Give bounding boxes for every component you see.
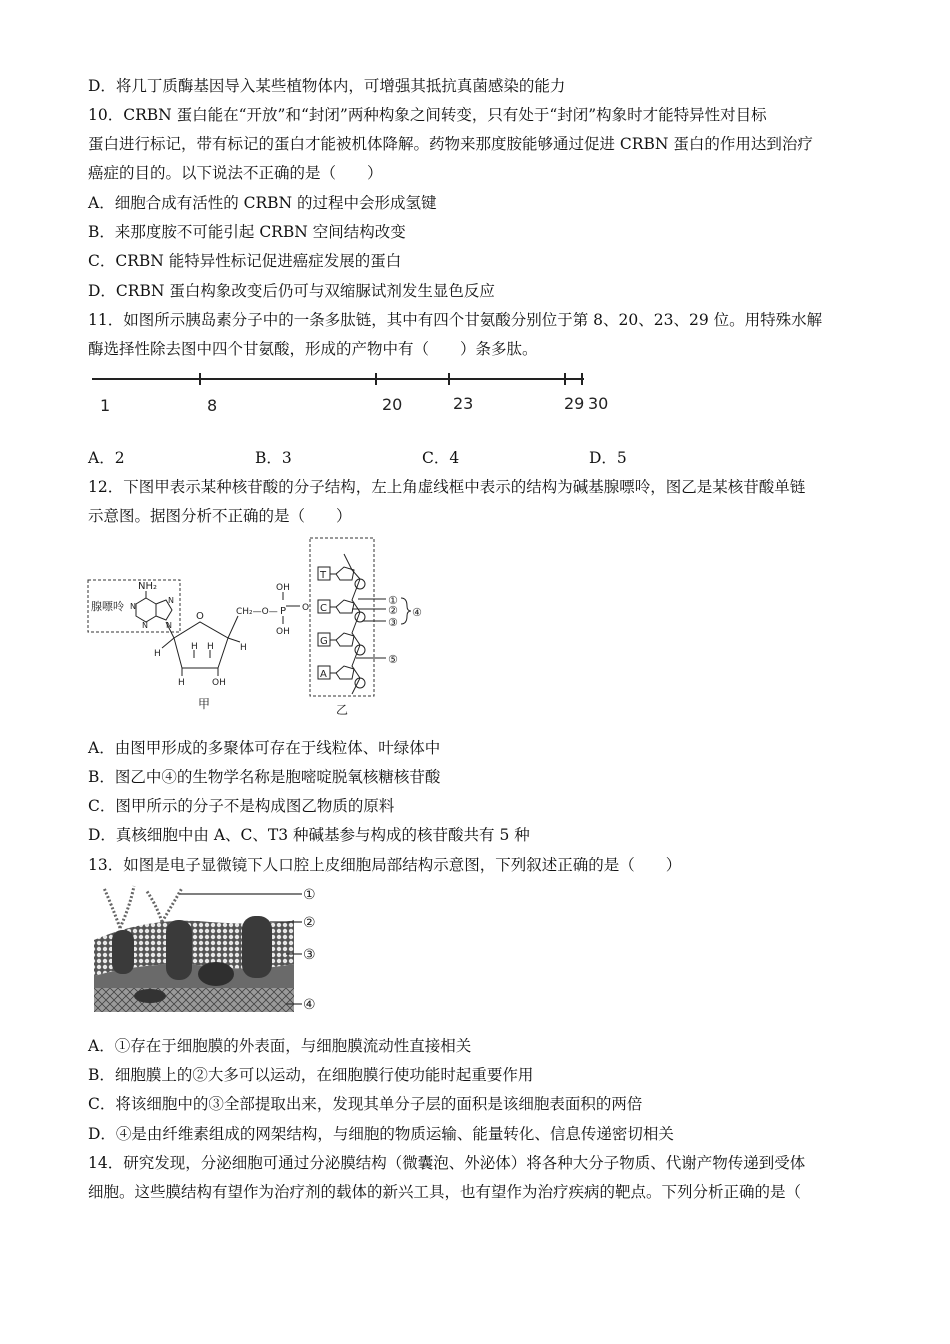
ribose-ring bbox=[174, 622, 228, 668]
svg-text:N: N bbox=[168, 596, 174, 605]
nh2-group: NH₂ bbox=[138, 581, 158, 592]
svg-text:H: H bbox=[207, 642, 214, 652]
svg-text:N: N bbox=[166, 621, 172, 630]
svg-text:A: A bbox=[320, 669, 327, 680]
svg-text:OH: OH bbox=[276, 583, 290, 593]
svg-text:H: H bbox=[154, 649, 161, 659]
purine-six-ring bbox=[136, 598, 156, 622]
q13-option-c: C．将该细胞中的③全部提取出来，发现其单分子层的面积是该细胞表面积的两倍 bbox=[88, 1095, 643, 1113]
protein-2 bbox=[166, 920, 192, 980]
marker-2: ② bbox=[388, 604, 398, 617]
protein-1 bbox=[112, 930, 134, 974]
q11-option-d: D．5 bbox=[589, 449, 627, 467]
q10-stem-line-3: 癌症的目的。以下说法不正确的是（ ） bbox=[88, 164, 383, 182]
svg-text:H: H bbox=[191, 642, 198, 652]
svg-text:N: N bbox=[130, 602, 136, 611]
brace bbox=[401, 598, 411, 624]
q9-option-d: D．将几丁质酶基因导入某些植物体内，可增强其抵抗真菌感染的能力 bbox=[88, 77, 566, 95]
q13-option-a: A．①存在于细胞膜的外表面，与细胞膜流动性直接相关 bbox=[88, 1037, 472, 1055]
label-20: 20 bbox=[382, 395, 403, 414]
q12-option-a: A．由图甲形成的多聚体可存在于线粒体、叶绿体中 bbox=[88, 739, 441, 757]
label-8: 8 bbox=[207, 396, 218, 415]
svg-text:N: N bbox=[142, 621, 148, 630]
q12-option-b: B．图乙中④的生物学名称是胞嘧啶脱氧核糖核苷酸 bbox=[88, 768, 441, 786]
marker-1: ① bbox=[303, 887, 316, 903]
q11-stem-line-2: 酶选择性除去图中四个甘氨酸，形成的产物中有（ ）条多肽。 bbox=[88, 340, 538, 358]
q13-option-d: D．④是由纤维素组成的网架结构，与细胞的物质运输、能量转化、信息传递密切相关 bbox=[88, 1125, 674, 1143]
phosphorus: P bbox=[280, 606, 287, 617]
q11-option-a: A．2 bbox=[88, 449, 125, 467]
nucleotide-chain-figure bbox=[306, 534, 436, 720]
q10-stem-line-2: 蛋白进行标记，带有标记的蛋白才能被机体降解。药物来那度胺能够通过促进 CRBN 蛋白的作用达到治疗 bbox=[88, 135, 813, 153]
svg-text:H: H bbox=[178, 678, 185, 688]
ring-oxygen: O bbox=[196, 611, 204, 622]
q10-option-a: A．细胞合成有活性的 CRBN 的过程中会形成氢键 bbox=[88, 194, 437, 212]
marker-2: ② bbox=[303, 915, 316, 931]
nucleotide-unit-a bbox=[318, 666, 365, 688]
protein-3 bbox=[242, 916, 272, 978]
label-23: 23 bbox=[453, 394, 474, 413]
svg-text:H: H bbox=[240, 643, 247, 653]
marker-3: ③ bbox=[388, 616, 398, 629]
q13-stem: 13．如图是电子显微镜下人口腔上皮细胞局部结构示意图，下列叙述正确的是（ ） bbox=[88, 856, 682, 874]
q13-option-b: B．细胞膜上的②大多可以运动，在细胞膜行使功能时起重要作用 bbox=[88, 1066, 534, 1084]
backbone bbox=[344, 554, 360, 694]
marker-4: ④ bbox=[412, 606, 422, 619]
label-30: 30 bbox=[588, 394, 609, 413]
q11-option-c: C．4 bbox=[422, 449, 460, 467]
adenine-label: 腺嘌呤 bbox=[91, 600, 124, 613]
q14-stem-line-2: 细胞。这些膜结构有望作为治疗剂的载体的新兴工具，也有望作为治疗疾病的靶点。下列分析正确的是（ bbox=[88, 1183, 802, 1201]
cytoskeleton bbox=[94, 988, 294, 1012]
svg-text:T: T bbox=[320, 570, 327, 581]
svg-text:G: G bbox=[320, 636, 328, 647]
figure-jia-caption: 甲 bbox=[198, 697, 211, 711]
cell-membrane-figure bbox=[90, 880, 330, 1014]
protein-5 bbox=[134, 989, 166, 1003]
q12-stem-line-2: 示意图。据图分析不正确的是（ ） bbox=[88, 507, 352, 525]
marker-3: ③ bbox=[303, 947, 316, 963]
marker-4: ④ bbox=[303, 997, 316, 1013]
ch2o-group: CH₂—O— bbox=[236, 607, 278, 617]
polypeptide-chain-figure bbox=[80, 366, 640, 422]
q11-stem-line-1: 11．如图所示胰岛素分子中的一条多肽链，其中有四个甘氨酸分别位于第 8、20、23、29 位。用特殊水解 bbox=[88, 311, 823, 329]
q10-option-b: B．来那度胺不可能引起 CRBN 空间结构改变 bbox=[88, 223, 406, 241]
svg-text:C: C bbox=[320, 603, 327, 614]
q14-stem-line-1: 14．研究发现，分泌细胞可通过分泌膜结构（微囊泡、外泌体）将各种大分子物质、代谢产物传递到受体 bbox=[88, 1154, 806, 1172]
nucleotide-structure-figure bbox=[86, 570, 326, 712]
marker-5: ⑤ bbox=[388, 653, 398, 666]
q12-stem-line-1: 12．下图甲表示某种核苷酸的分子结构，左上角虚线框中表示的结构为碱基腺嘌呤，图乙是某核苷酸单链 bbox=[88, 478, 806, 496]
protein-4 bbox=[198, 962, 234, 986]
q12-option-c: C．图甲所示的分子不是构成图乙物质的原料 bbox=[88, 797, 395, 815]
q12-option-d: D．真核细胞中由 A、C、T3 种碱基参与构成的核苷酸共有 5 种 bbox=[88, 826, 530, 844]
q11-option-b: B．3 bbox=[255, 449, 292, 467]
q10-option-d: D．CRBN 蛋白构象改变后仍可与双缩脲试剂发生显色反应 bbox=[88, 282, 495, 300]
label-29: 29 bbox=[564, 394, 585, 413]
label-1: 1 bbox=[100, 396, 111, 415]
svg-text:O: O bbox=[302, 603, 310, 613]
marker-1: ① bbox=[388, 594, 398, 607]
svg-text:OH: OH bbox=[276, 627, 290, 637]
q10-option-c: C．CRBN 能特异性标记促进癌症发展的蛋白 bbox=[88, 252, 402, 270]
hydroxyl-group: OH bbox=[212, 678, 226, 688]
figure-yi-caption: 乙 bbox=[336, 703, 349, 717]
q10-stem-line-1: 10．CRBN 蛋白能在“开放”和“封闭”两种构象之间转变，只有处于“封闭”构象时才能特异性对目标 bbox=[88, 106, 767, 124]
